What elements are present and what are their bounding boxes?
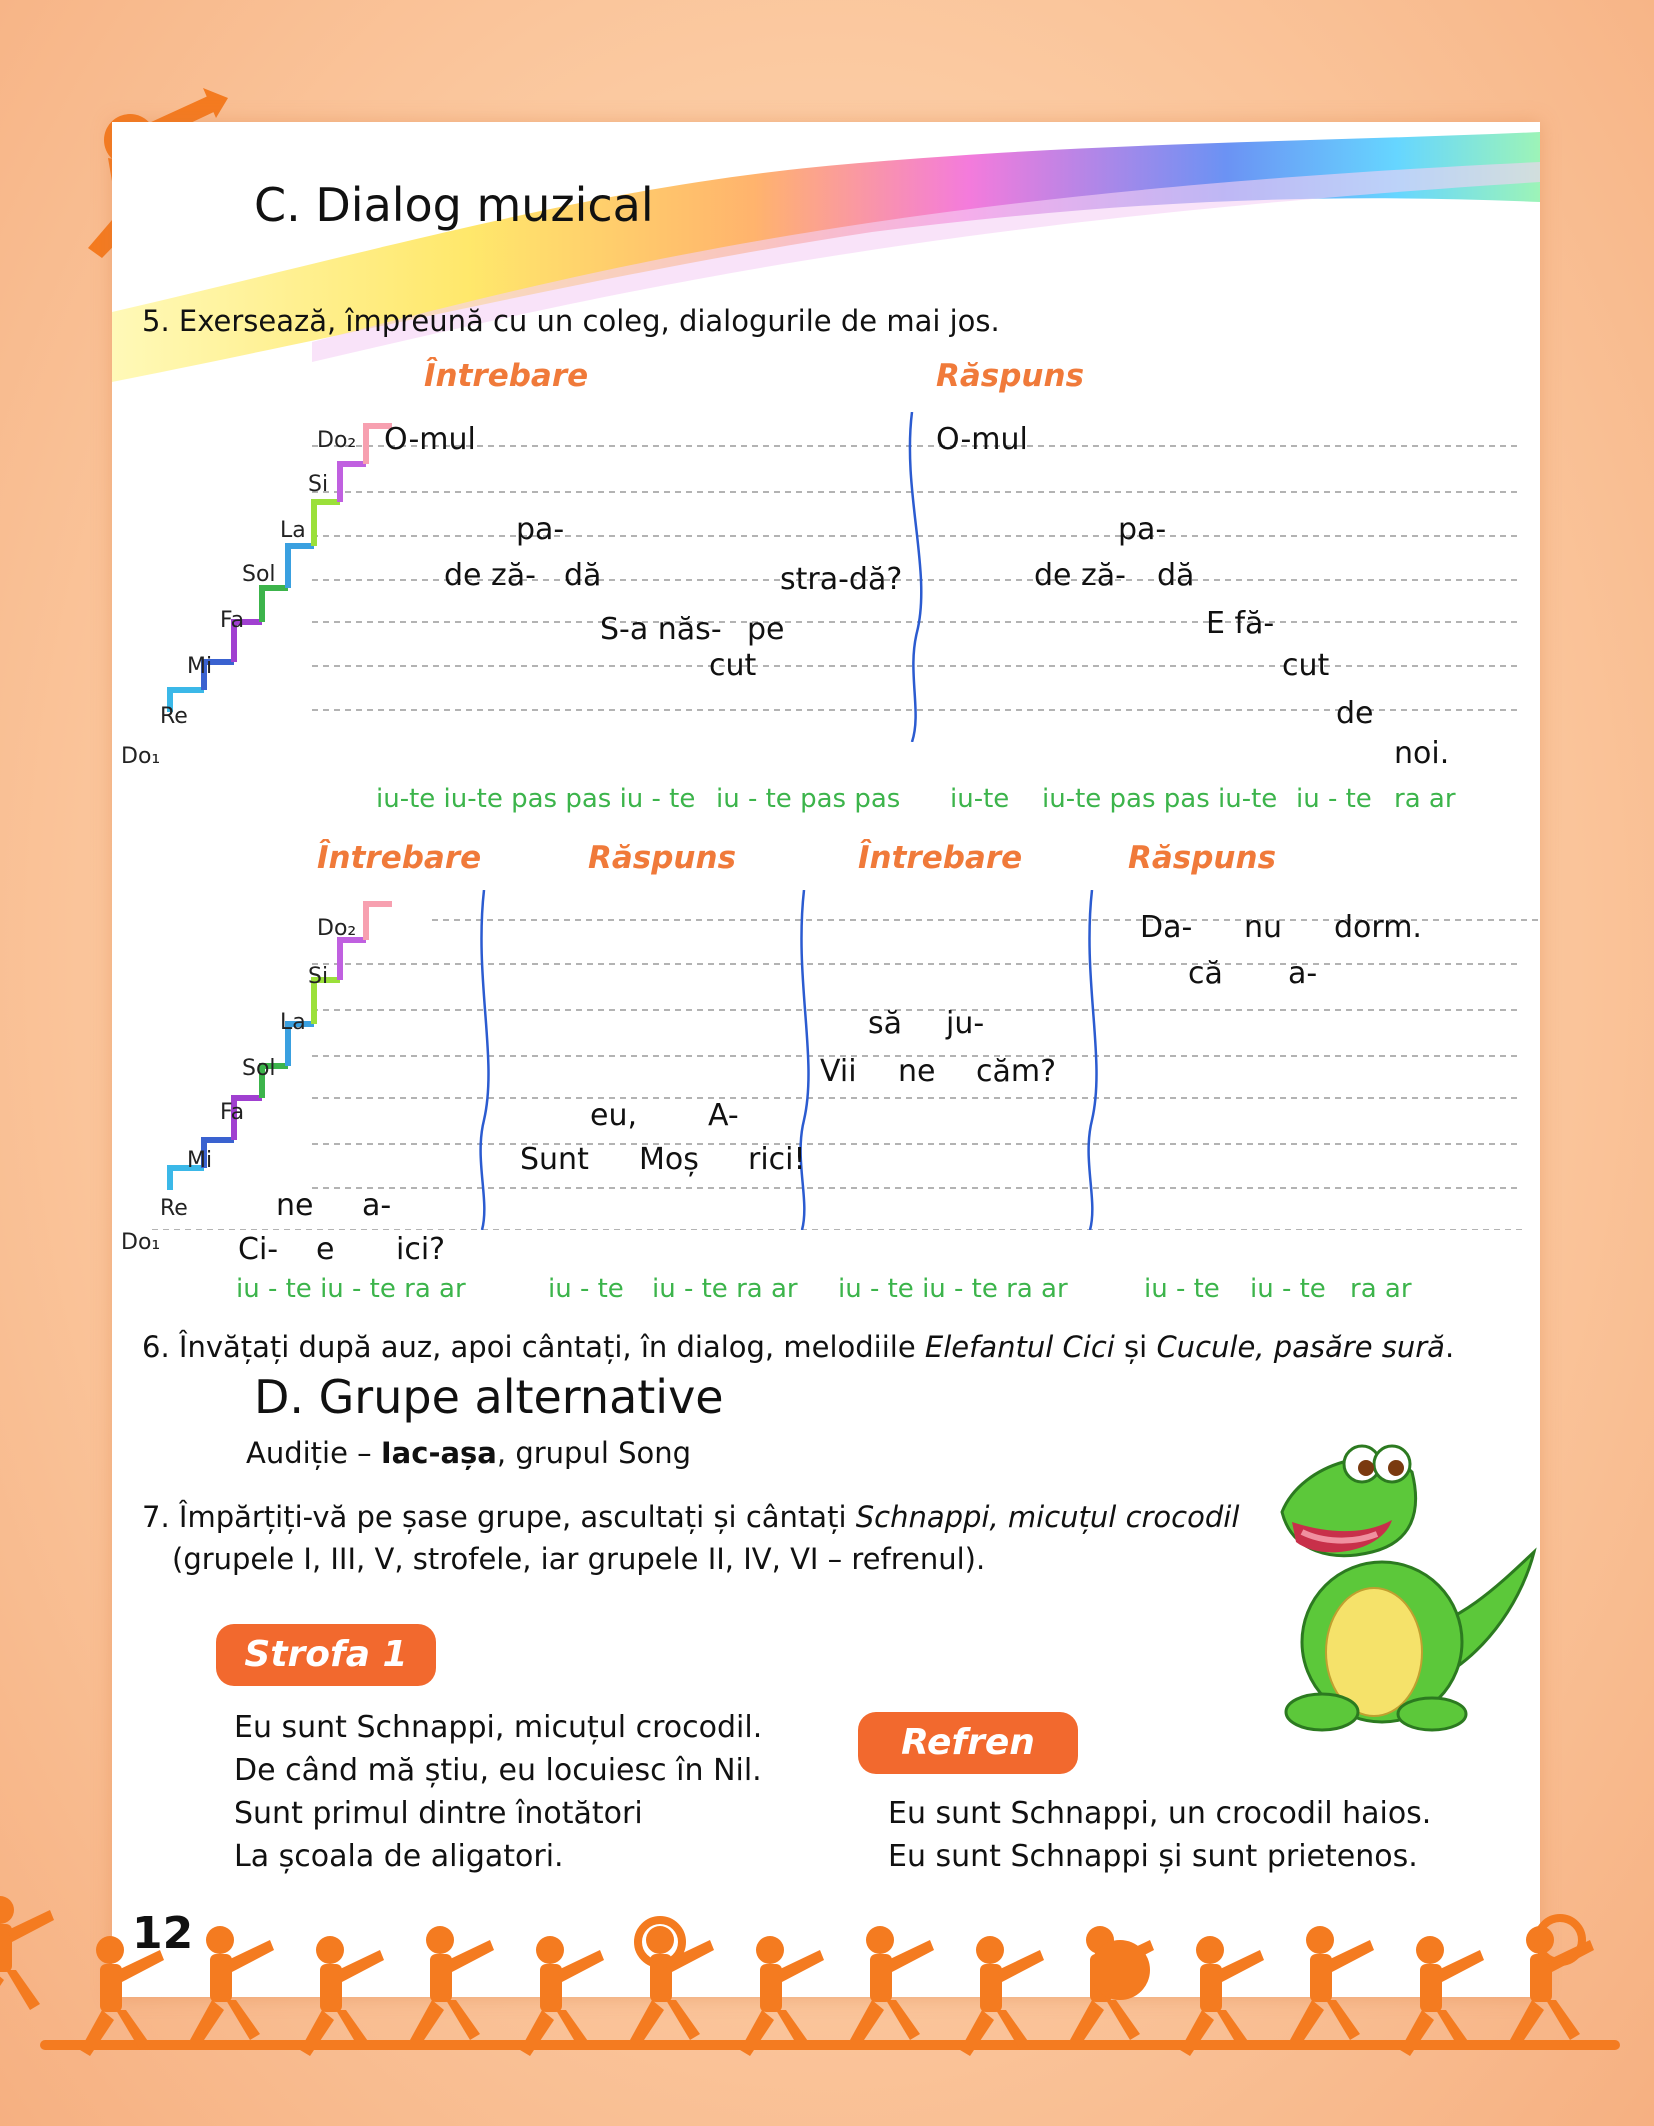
rhythm: iu - te [1250, 1274, 1326, 1304]
syllable: stra-dă? [780, 562, 903, 597]
syllable: de ză- [444, 558, 536, 593]
syllable: pa- [516, 512, 565, 547]
syllable: ju- [946, 1006, 985, 1041]
rhythm: iu-te iu-te pas pas iu - te [376, 784, 696, 814]
strofa-line: Sunt primul dintre înotători [234, 1796, 643, 1831]
syllable: căm? [976, 1054, 1057, 1089]
note-sol: Sol [242, 1056, 276, 1081]
section-d-title: D. Grupe alternative [254, 1370, 724, 1424]
rhythm: iu - te ra ar [652, 1274, 798, 1304]
rhythm: ra ar [1350, 1274, 1412, 1304]
syllable: cut [709, 648, 757, 683]
syllable: pe [747, 612, 785, 647]
rhythm: iu-te [950, 784, 1010, 814]
note-mi: Mi [187, 1148, 213, 1173]
note-la: La [280, 518, 306, 543]
syllable: S-a năs- [600, 612, 722, 647]
note-si: Si [308, 964, 329, 989]
note-fa: Fa [220, 1100, 245, 1125]
syllable: Sunt [520, 1142, 589, 1177]
rhythm: iu - te pas pas [716, 784, 901, 814]
strofa-label: Strofa 1 [216, 1624, 436, 1686]
page [112, 122, 1540, 1997]
dialog2-label: Întrebare [317, 840, 482, 876]
task7-line2: (grupele I, III, V, strofele, iar grupele II, IV, VI – refrenul). [172, 1542, 986, 1576]
syllable: a- [1288, 956, 1318, 991]
dialog1-question-label: Întrebare [424, 358, 589, 394]
marching-band-border [0, 1890, 1654, 2126]
syllable: de ză- [1034, 558, 1126, 593]
syllable: noi. [1394, 736, 1450, 771]
rhythm: iu - te iu - te ra ar [236, 1274, 466, 1304]
task5-text: 5. Exersează, împreună cu un coleg, dialogurile de mai jos. [142, 304, 1000, 338]
note-re: Re [160, 1196, 188, 1221]
syllable: Moș [639, 1142, 699, 1177]
note-fa: Fa [220, 608, 245, 633]
strofa-line: Eu sunt Schnappi, micuțul crocodil. [234, 1710, 763, 1745]
note-la: La [280, 1010, 306, 1035]
dialog1-answer-label: Răspuns [936, 358, 1085, 394]
rhythm: iu - te [548, 1274, 624, 1304]
crocodile-illustration [1262, 1402, 1540, 1742]
syllable: pa- [1118, 512, 1167, 547]
syllable: cut [1282, 648, 1330, 683]
rhythm: iu - te iu - te ra ar [838, 1274, 1068, 1304]
task6-text: 6. Învățați după auz, apoi cântați, în dialog, melodiile Elefantul Cici și Cucule, pasăre sură. [142, 1330, 1455, 1364]
syllable: ne [276, 1188, 314, 1223]
rhythm: iu - te [1144, 1274, 1220, 1304]
note-re: Re [160, 704, 188, 729]
syllable: de [1336, 696, 1374, 731]
syllable: dorm. [1334, 910, 1422, 945]
task7-line1: 7. Împărțiți-vă pe șase grupe, ascultați și cântați Schnappi, micuțul crocodil [142, 1500, 1240, 1534]
rhythm: ra ar [1394, 784, 1456, 814]
refren-line: Eu sunt Schnappi și sunt prietenos. [888, 1839, 1418, 1874]
rainbow-banner [112, 122, 1540, 382]
syllable: rici! [748, 1142, 806, 1177]
refren-label: Refren [858, 1712, 1078, 1774]
syllable: A- [708, 1098, 739, 1133]
syllable: eu, [590, 1098, 638, 1133]
syllable: O-mul [936, 422, 1028, 457]
dialog2-label: Răspuns [588, 840, 737, 876]
page-number: 12 [132, 1908, 194, 1959]
note-mi: Mi [187, 654, 213, 679]
syllable: dă [1157, 558, 1195, 593]
rhythm: iu-te pas pas iu-te [1042, 784, 1278, 814]
syllable: ici? [396, 1232, 446, 1267]
note-si: Si [308, 472, 329, 497]
syllable: ne [898, 1054, 936, 1089]
syllable: e [316, 1232, 335, 1267]
syllable: dă [564, 558, 602, 593]
syllable: a- [362, 1188, 392, 1223]
syllable: Da- [1140, 910, 1193, 945]
audition-text: Audiție – Iac-așa, grupul Song [246, 1436, 692, 1470]
section-c-title: C. Dialog muzical [254, 178, 654, 232]
syllable: nu [1244, 910, 1283, 945]
syllable: Ci- [238, 1232, 279, 1267]
syllable: O-mul [384, 422, 476, 457]
strofa-line: La școala de aligatori. [234, 1839, 564, 1874]
note-do1: Do₁ [121, 744, 161, 769]
note-sol: Sol [242, 562, 276, 587]
note-do2: Do₂ [317, 916, 357, 941]
note-do2: Do₂ [317, 428, 357, 453]
strofa-line: De când mă știu, eu locuiesc în Nil. [234, 1753, 762, 1788]
syllable: să [868, 1006, 903, 1041]
note-do1: Do₁ [121, 1230, 161, 1255]
dialog2-label: Întrebare [858, 840, 1023, 876]
dialog2-label: Răspuns [1128, 840, 1277, 876]
syllable: Vii [820, 1054, 857, 1089]
rhythm: iu - te [1296, 784, 1372, 814]
refren-line: Eu sunt Schnappi, un crocodil haios. [888, 1796, 1432, 1831]
syllable: E fă- [1206, 606, 1275, 641]
syllable: că [1188, 956, 1223, 991]
